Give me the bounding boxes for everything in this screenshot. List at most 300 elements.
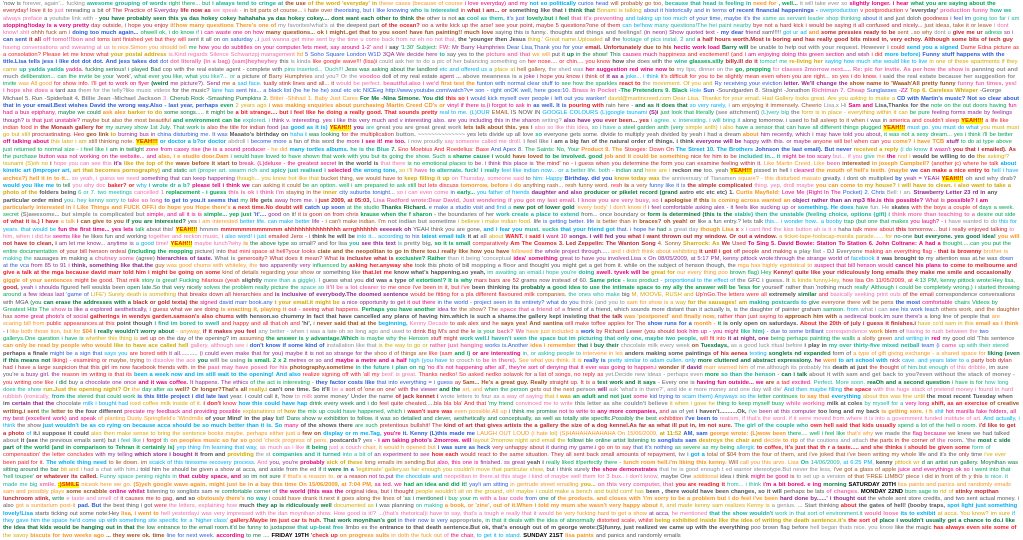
word: i: [6, 328, 9, 335]
word: adress: [984, 30, 1003, 37]
word: i: [993, 22, 996, 29]
word: causes: [622, 51, 641, 58]
word: to: [712, 416, 718, 423]
word: this: [895, 226, 907, 233]
word: to: [796, 474, 802, 481]
word: forms: [951, 110, 966, 117]
word: i: [1008, 15, 1010, 22]
word: few: [302, 430, 312, 437]
word: goes:10.: [547, 88, 571, 95]
word: than: [685, 306, 698, 313]
word: of: [843, 321, 849, 328]
word: Pocket: [597, 88, 617, 95]
word: an: [955, 401, 963, 408]
word: into: [342, 452, 352, 459]
word: The: [611, 146, 623, 153]
word: tomorrow.: [758, 117, 785, 124]
word: a: [20, 372, 24, 379]
word: stopping!today: [3, 22, 45, 29]
word: but: [451, 284, 460, 291]
word: would: [808, 22, 824, 29]
word: suppose: [42, 430, 66, 437]
word: know: [581, 197, 597, 204]
word: chris: [346, 212, 359, 219]
word: because: [924, 430, 947, 437]
word: according: [378, 234, 404, 240]
word: brother: [983, 248, 1002, 255]
word: you: [854, 132, 864, 139]
word: one: [740, 386, 750, 393]
word: wish: [857, 51, 870, 58]
word: forgot: [491, 102, 507, 109]
word: last: [218, 394, 229, 401]
word: if: [788, 416, 792, 423]
word: are: [765, 379, 775, 386]
word: like: [428, 350, 438, 357]
word: (in: [203, 59, 211, 66]
word: advantage.Which: [310, 335, 359, 342]
word: This: [609, 51, 621, 58]
word: y: [968, 474, 972, 481]
word: in: [526, 102, 532, 109]
word: type: [278, 241, 289, 248]
word: das: [189, 15, 200, 22]
word: run: [949, 459, 959, 466]
word: pissed: [754, 168, 771, 175]
word: can: [781, 372, 792, 379]
word: friend: [745, 30, 760, 37]
word: one: [867, 219, 878, 226]
word: is: [596, 219, 601, 226]
word: installation: [326, 343, 355, 350]
word: i: [168, 30, 170, 37]
word: Funny: [922, 51, 940, 58]
word: we: [910, 168, 919, 175]
word: above: [996, 139, 1012, 146]
word: the: [40, 467, 49, 473]
word: question: [925, 379, 950, 386]
word: i: [536, 73, 539, 80]
word: the: [844, 386, 853, 393]
word: in: [66, 204, 72, 211]
word: from: [832, 416, 845, 423]
word: the: [920, 102, 929, 109]
word: you: [199, 73, 210, 80]
word: a: [779, 234, 783, 240]
word: i: [843, 175, 845, 182]
word: its: [790, 365, 797, 372]
word: see: [889, 306, 899, 313]
word: a: [340, 386, 344, 393]
word: be: [909, 110, 917, 117]
word: late: [327, 328, 337, 335]
word: convinced: [515, 401, 542, 408]
word: sage: [918, 488, 932, 495]
word: thinking: [840, 15, 861, 22]
word: That: [384, 110, 397, 117]
word: could: [538, 488, 553, 495]
word: for: [1007, 73, 1016, 80]
word: a: [821, 474, 825, 481]
word: is: [664, 299, 669, 306]
word: do: [745, 59, 753, 66]
word: work: [115, 81, 128, 88]
word: person: [510, 386, 529, 393]
word: of: [273, 8, 279, 15]
word: again...: [118, 30, 139, 37]
word: folders: [39, 190, 59, 197]
word: Thanks: [381, 204, 402, 211]
word: have: [797, 124, 811, 131]
word: whole: [544, 248, 560, 255]
word: artist: [612, 437, 626, 444]
word: it: [336, 496, 340, 503]
word: how: [284, 408, 296, 415]
word: think: [430, 226, 444, 233]
word: to: [799, 394, 806, 401]
word: about: [809, 372, 825, 379]
word: file.is: [866, 197, 882, 204]
word: Tuesday: [972, 394, 996, 401]
word: im: [396, 459, 403, 466]
word: to: [397, 175, 403, 182]
word: me: [498, 139, 507, 146]
word: to: [108, 81, 114, 88]
word: facebook: [132, 365, 156, 372]
word: years: [240, 102, 255, 109]
word: my: [925, 255, 934, 262]
word: Sam: [848, 102, 861, 109]
word: yeah: [527, 459, 541, 466]
word: is: [984, 474, 989, 481]
word: 4.: [657, 241, 663, 248]
word: show: [300, 270, 314, 277]
word: YEAH!!!: [883, 124, 906, 131]
word: she: [611, 401, 622, 408]
word: i: [676, 139, 679, 146]
word: -The: [618, 88, 631, 95]
word: from: [525, 496, 537, 503]
word: what: [10, 219, 24, 226]
word: have: [855, 204, 869, 211]
word: to: [182, 197, 189, 204]
word: time,: [709, 15, 723, 22]
word: and: [449, 66, 459, 73]
word: more: [864, 226, 878, 233]
word: fun: [104, 234, 113, 240]
word: like: [305, 110, 316, 117]
word: funny..: [531, 30, 549, 37]
word: a: [937, 241, 941, 248]
word: each: [360, 15, 375, 22]
word: bar: [50, 467, 59, 473]
word: could: [86, 110, 101, 117]
word: of: [396, 496, 402, 503]
word: that: [854, 474, 864, 481]
word: daughter: [996, 306, 1020, 313]
word: but: [101, 117, 110, 124]
word: you: [750, 459, 761, 466]
word: yet: [686, 408, 694, 415]
word: boundary: [614, 212, 639, 219]
word: is: [723, 321, 729, 328]
word: the: [336, 139, 345, 146]
word: the: [601, 284, 611, 291]
word: and: [846, 51, 856, 58]
word: has: [224, 88, 234, 95]
word: they: [164, 37, 176, 44]
word: no: [41, 161, 48, 168]
word: to: [635, 81, 641, 88]
word: i: [575, 161, 577, 168]
word: LIFE'): [90, 292, 107, 299]
word: fall: [810, 117, 819, 124]
word: joke: [524, 73, 535, 80]
word: is: [618, 8, 623, 15]
word: is: [733, 306, 738, 313]
word: until: [704, 248, 717, 255]
word: PM,: [710, 255, 722, 262]
word: luck: [759, 343, 770, 350]
word: 2: [283, 357, 287, 364]
word: girl.: [40, 372, 50, 379]
word: rather: [785, 284, 801, 291]
word: scam: [682, 394, 696, 401]
word: when: [851, 117, 866, 124]
word: got: [782, 30, 792, 37]
word: a: [620, 73, 624, 80]
word: lisa: [855, 277, 864, 284]
word: and: [423, 416, 433, 423]
word: if: [681, 365, 685, 372]
word: life: [250, 197, 259, 204]
word: the: [345, 161, 355, 168]
word: i: [728, 496, 730, 503]
word: a: [303, 474, 307, 481]
word: doc: [96, 183, 106, 190]
word: is: [68, 306, 73, 313]
word: if: [643, 204, 647, 211]
word: ocean?: [399, 22, 420, 29]
word: YEAH!!!: [175, 226, 198, 233]
word: coles: [847, 401, 863, 408]
word: anth: [657, 124, 669, 131]
word: YEAH: [923, 175, 940, 182]
word: No,: [556, 146, 566, 153]
word: is: [46, 22, 52, 29]
word: is: [373, 161, 379, 168]
word: are: [418, 350, 427, 357]
word: pretty: [921, 81, 938, 88]
word: for: [910, 102, 919, 109]
word: with: [629, 496, 641, 503]
word: was: [441, 445, 453, 452]
word: interesting: [404, 117, 432, 124]
word: the: [345, 248, 354, 255]
word: goon: [309, 212, 323, 219]
word: is: [243, 241, 249, 248]
word: have: [64, 335, 78, 342]
word: with: [235, 314, 248, 321]
word: think: [559, 467, 573, 473]
word: less: [626, 277, 638, 284]
word: i: [719, 124, 721, 131]
word: him.but: [907, 365, 927, 372]
word: lot: [350, 284, 358, 291]
word: way: [255, 496, 267, 503]
word: perfect.: [361, 81, 382, 88]
word: it: [727, 335, 732, 342]
word: rather: [717, 314, 733, 321]
word: it: [407, 299, 411, 306]
word: call: [739, 459, 749, 466]
word: i: [200, 30, 203, 37]
word: was: [648, 175, 660, 182]
word: production: [940, 8, 971, 15]
word: Please: [42, 51, 61, 58]
word: im: [111, 365, 118, 372]
word: something: [323, 270, 350, 277]
word: breaks: [189, 292, 208, 299]
word: Gallery: [774, 95, 794, 102]
word: how: [226, 503, 238, 510]
word: think: [488, 161, 501, 168]
word: then: [755, 212, 768, 219]
word: eviction: [762, 81, 782, 88]
word: yourself': [762, 284, 784, 291]
word: much: [210, 423, 227, 430]
word: hope: [545, 270, 559, 277]
word: One: [680, 474, 692, 481]
word: geo: [86, 132, 97, 139]
word: (gift): [873, 212, 887, 219]
word: is: [453, 277, 459, 284]
word: 14/06/2009,: [810, 459, 842, 466]
word: as: [648, 423, 655, 430]
word: drink: [413, 328, 426, 335]
word: can't: [268, 386, 283, 393]
word: hierarchies: [156, 255, 188, 262]
word: was: [376, 277, 388, 284]
word: in: [243, 8, 249, 15]
word: and: [480, 321, 491, 328]
word: (but: [855, 219, 866, 226]
word: of: [600, 22, 606, 29]
word: keep: [738, 401, 752, 408]
word: be: [233, 117, 241, 124]
word: ~~~~~~~~~~~~~~: [417, 132, 465, 139]
word: and: [659, 408, 669, 415]
word: space: [636, 284, 654, 291]
word: a: [590, 306, 594, 313]
word: really': [854, 284, 870, 291]
word: might: [562, 263, 577, 270]
word: certain: [11, 401, 31, 408]
word: of: [537, 204, 544, 211]
word: down: [999, 255, 1014, 262]
word: do: [172, 30, 179, 37]
word: i'll: [982, 132, 988, 139]
word: really: [255, 284, 269, 291]
word: always: [3, 15, 21, 22]
word: keep: [404, 175, 418, 182]
word: toupee': [15, 474, 34, 481]
word: i: [556, 394, 559, 401]
word: a: [495, 379, 499, 386]
word: ideas: [39, 292, 54, 299]
word: didn't: [626, 248, 640, 255]
word: a: [853, 350, 857, 357]
word: i: [790, 168, 792, 175]
word: everyone.: [925, 234, 953, 240]
word: if: [282, 343, 287, 350]
word: fun: [717, 379, 727, 386]
word: she: [872, 59, 882, 66]
word: them,: [489, 15, 505, 22]
word: form: [801, 110, 814, 117]
word: and: [667, 386, 677, 393]
word: a: [27, 350, 31, 357]
word: oh: [860, 175, 867, 182]
word: time: [347, 37, 359, 44]
word: am: [354, 183, 363, 190]
word: be: [427, 292, 434, 299]
word: figured: [61, 284, 79, 291]
word: it: [660, 8, 664, 15]
word: tonight...: [372, 190, 395, 197]
word: side: [998, 437, 1011, 444]
word: a: [518, 73, 523, 80]
word: comfortable: [662, 204, 694, 211]
word: cancelled: [353, 314, 381, 321]
word: be: [190, 467, 198, 473]
word: And: [529, 321, 541, 328]
word: think: [968, 132, 981, 139]
word: it: [467, 234, 472, 240]
word: store: [153, 452, 168, 459]
word: have: [526, 328, 539, 335]
word: out: [683, 234, 693, 240]
word: so: [396, 190, 403, 197]
word: agent: [439, 73, 454, 80]
word: well.I: [475, 335, 490, 342]
word: hell: [178, 343, 189, 350]
word: how: [984, 379, 996, 386]
word: Letter: [945, 190, 962, 197]
word: been...: [618, 117, 638, 124]
word: the: [406, 66, 415, 73]
word: mean: [744, 73, 760, 80]
word: funny: [939, 81, 956, 88]
word: milk: [129, 277, 140, 284]
word: who: [81, 343, 94, 350]
word: i: [888, 212, 891, 219]
word: all: [34, 37, 41, 44]
word: told: [123, 270, 134, 277]
word: were: [746, 292, 759, 299]
word: up.: [570, 379, 579, 386]
word: bench: [576, 488, 593, 495]
word: Under: [350, 394, 367, 401]
word: little: [156, 394, 169, 401]
word: everythings: [923, 467, 954, 473]
word: nice: [346, 299, 358, 306]
word: you: [458, 117, 468, 124]
word: Ouch!!!: [324, 66, 344, 73]
word: divided: [660, 132, 680, 139]
word: emails: [994, 481, 1011, 488]
word: And: [983, 416, 994, 423]
